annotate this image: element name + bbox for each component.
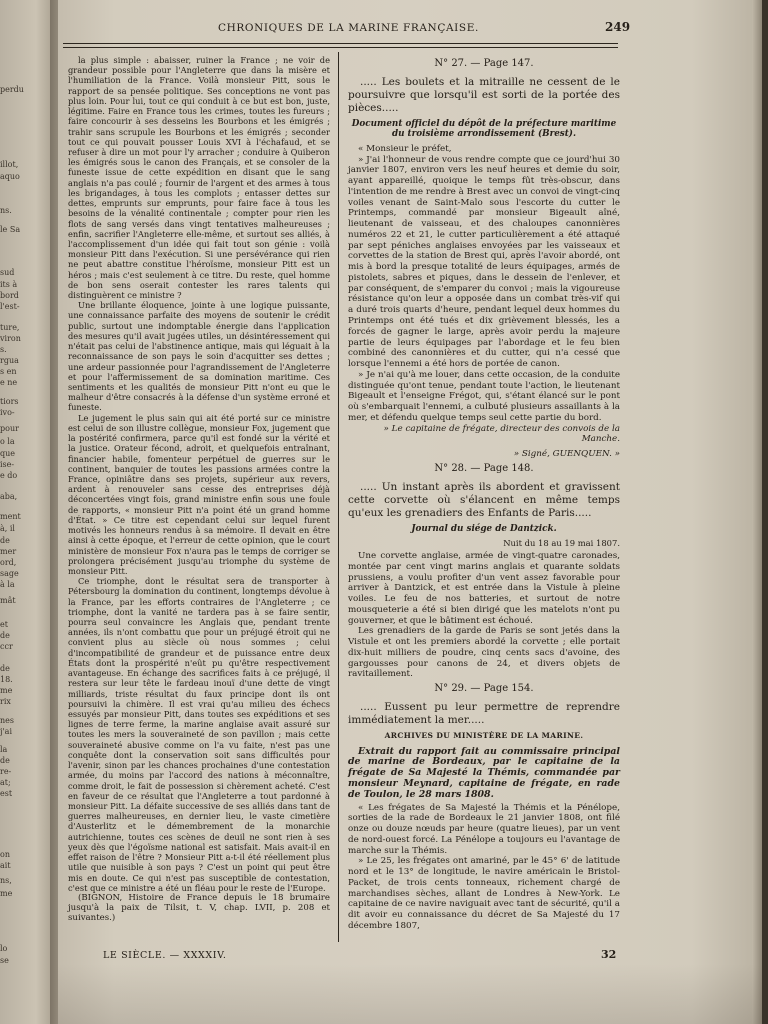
previous-page-text-fragment: que xyxy=(0,449,16,458)
note-heading-28: N° 28. — Page 148. xyxy=(434,462,534,474)
note-quote-29: ..... Eussent pu leur permettre de reprendre immédiatement la mer..... xyxy=(348,700,620,726)
previous-page-text-fragment: le Sa xyxy=(0,225,21,234)
previous-page-text-fragment: rix xyxy=(0,697,11,706)
previous-page-text-fragment: ns, xyxy=(0,876,12,885)
previous-page-text-fragment: at; xyxy=(0,778,11,787)
previous-page-text-fragment: sud xyxy=(0,268,15,277)
previous-page-text-fragment: e do xyxy=(0,471,18,480)
previous-page-text-fragment: sage xyxy=(0,569,19,578)
previous-page-text-fragment: illot, xyxy=(0,160,19,169)
journal-title: Journal du siége de Dantzick. xyxy=(411,523,557,534)
paragraph: Une brillante éloquence, jointe à une logique puissante, une connaissance parfaite des moyens de soutenir le crédit public, surtout une indomptable énergie dans l'application des mesures qu'il avait jugées utiles, un désintéressement qui n'était pas celui de l'abstinence antique, mais qui léguait à la reconnaissance de son pays le soin d'acquitter ses dettes ; une ardeur passionnée pour l'agrandissement de l'Angleterre et pour l'affermissement de sa domination maritime. Ces sentiments et les qualités de monsieur Pitt n'ont eu que le malheur d'être consacrés à la défense d'un système erroné et funeste. xyxy=(68,300,330,413)
running-head xyxy=(58,20,762,40)
previous-page-text-fragment: 18. xyxy=(0,675,13,684)
previous-page-text-fragment: et xyxy=(0,620,8,629)
previous-page-text-fragment: l'est- xyxy=(0,302,20,311)
column-divider xyxy=(338,52,339,942)
signature-title: » Le capitaine de frégate, directeur des convois de la Manche. xyxy=(383,423,620,445)
footer-sheet-number: 32 xyxy=(601,948,617,961)
previous-page-text-fragment: aquo xyxy=(0,172,20,181)
note-quote-28: ..... Un instant après ils abordent et gravissent cette corvette où s'élancent en même temps qu'eux les grenadiers des Enfants de Paris..... xyxy=(348,480,620,519)
previous-page-text-fragment: bord xyxy=(0,291,19,300)
previous-page-text-fragment: re- xyxy=(0,767,12,776)
archives-heading: ARCHIVES DU MINISTÈRE DE LA MARINE. xyxy=(384,730,584,740)
note-heading-29: N° 29. — Page 154. xyxy=(434,683,534,695)
previous-page-text-fragment: à la xyxy=(0,580,15,589)
page-number: 249 xyxy=(605,20,631,34)
page-edge xyxy=(752,0,762,1024)
signature: » Signé, GUENQUEN. » xyxy=(513,449,620,460)
paragraph: Une corvette anglaise, armée de vingt-quatre caronades, montée par cent vingt marins anglais et quarante soldats prussiens, a voulu profiter d'un vent assez favorable pour arriver à Dantzick, et est entrée dans la Vistule à pleine voiles. Le feu de nos batteries, et surtout de notre mousqueterie a été si bien dirigé que les matelots n'ont pu gouverner, et que le bâtiment est échoué. xyxy=(348,551,620,626)
page-shadow xyxy=(58,964,762,1024)
left-column xyxy=(68,55,330,924)
previous-page-text-fragment: de xyxy=(0,664,10,673)
previous-page-text-fragment: its à xyxy=(0,280,18,289)
note-quote-27: ..... Les boulets et la mitraille ne cessent de le poursuivre que lorsqu'il est sorti de la portée des pièces..... xyxy=(348,75,620,114)
previous-page-text-fragment: on xyxy=(0,850,10,859)
right-column xyxy=(348,55,620,932)
previous-page-text-fragment: est xyxy=(0,789,13,798)
paragraph: la plus simple : abaisser, ruiner la France ; ne voir de grandeur possible pour l'Angleterre que dans la misère et l'humiliation de la France. Voilà monsieur Pitt, sous le rapport de sa pensée politique. Ses conceptions ne vont pas plus loin. Pour lui, tout ce qui conduit à ce but est bon, juste, légitime. Faire en France tous les crimes, toutes les fureurs ; faire concourir à ses desseins les Bourbons et les émigrés ; trahir sans scrupule les Bourbons et les émigrés ; seconder tout ce qui pouvait pousser Louis XVI à l'échafaud, et se refuser à dire un mot pour l'y arracher ; conduire à Quiberon les émigrés sous le canon des Français, et se consoler de la funeste issue de cette expédition en disant que le sang anglais n'a pas coulé ; fournir de l'argent et des armes à tous les brigandages, à tous les complots ; entasser dettes sur dettes, emprunts sur emprunts, pour faire face à tous les besoins de la vénalité continentale ; compter pour rien les flots de sang versés dans vingt tentatives malheureuses ; enfin, sacrifier l'Angleterre elle-même, et surtout ses alliés, à l'accomplissement d'un idée qui fait tout son génie : voilà monsieur Pitt dans l'exécution. Si une persévérance qui rien ne peut abattre constitue l'héroïsme, monsieur Pitt est un héros ; mais c'est seulement à ce titre. Du reste, quel homme de bon sens oserait contester les rares talents qui distinguèrent ce ministre ? xyxy=(68,55,330,301)
running-title: CHRONIQUES DE LA MARINE FRANÇAISE. xyxy=(218,22,479,34)
previous-page-text-fragment: e ne xyxy=(0,378,18,387)
previous-page-text-fragment: ns. xyxy=(0,206,12,215)
previous-page-text-fragment: se xyxy=(0,956,9,965)
header-rule-thin xyxy=(63,47,618,48)
book-page xyxy=(58,0,762,1024)
previous-page-text-fragment: de xyxy=(0,756,10,765)
previous-page-text-fragment: tiors xyxy=(0,397,19,406)
paragraph: Le jugement le plus sain qui ait été porté sur ce ministre est celui de son illustre collègue, monsieur Fox, jugement que la postérité confirmera, parce qu'il est fondé sur la vérité et la justice. Orateur fécond, adroit, et quelquefois entraînant, financier habile, fomenteur perpétuel de guerres sur le continent, banquier de toutes les passions armées contre la France, opiniâtre dans ses projets, supérieur aux revers, ardent à renouveler sans cesse des entreprises déjà déconcertées vingt fois, grand ministre enfin sous une foule de rapports, « monsieur Pitt n'a point été un grand homme d'État. » Ce titre est cependant celui sur lequel furent motivés les honneurs rendus à sa mémoire. Il devait en être ainsi à cette époque, et l'erreur de cette opinion, que le court ministère de monsieur Fox n'aura pas le temps de corriger se prolongera précisément jusqu'au triomphe du système de monsieur Pitt. xyxy=(68,412,330,576)
citation: (BIGNON, Histoire de France depuis le 18 brumaire jusqu'à la paix de Tilsit, t. V, chap. LVII, p. 208 et suivantes.) xyxy=(68,892,330,924)
previous-page-text-fragment: me xyxy=(0,889,13,898)
previous-page-text-fragment: s. xyxy=(0,345,7,354)
previous-page-text-fragment: mer xyxy=(0,547,17,556)
salutation: « Monsieur le préfet, xyxy=(358,143,452,154)
previous-page-text-fragment: s en xyxy=(0,367,17,376)
previous-page-text-fragment: ture, xyxy=(0,323,20,332)
previous-page-text-fragment: aba, xyxy=(0,492,18,501)
previous-page-text-fragment: de xyxy=(0,536,10,545)
previous-page-text-fragment: viron xyxy=(0,334,21,343)
previous-page-text-fragment: à, il xyxy=(0,524,15,533)
paragraph: » J'ai l'honneur de vous rendre compte que ce jourd'hui 30 janvier 1807, environ vers les neuf heures et demie du soir, ayant appareillé, quoique le temps fût très-obscur, dans l'intention de me rendre à Brest avec un convoi de vingt-cinq voiles venant de Saint-Malo sous l'escorte du cutter le Printemps, commandé par monsieur Bigeault aîné, lieutenant de vaisseau, et des chaloupes canonnières numéros 22 et 21, le cutter particulièrement a été attaqué par sept péniches anglaises envoyées par les vaisseaux et corvettes de la station de Brest qui, après l'avoir abordé, ont mis à bord la presque totalité de leurs équipages, armés de pistolets, sabres et piques, dans le dessein de l'enlever, et par conséquent, de s'emparer du convoi ; mais la vigoureuse résistance qu'on leur a opposée dans un combat très-vif qui a duré trois quarts d'heure, pendant lequel deux hommes du Printemps ont été tués et dix grièvement blessés, les a forcés de gagner le large, après avoir perdu la majeure partie de leurs équipages par l'abordage et le feu bien combiné des canonnières et du cutter, qui n'a cessé que lorsque l'ennemi a été hors de portée de canon. xyxy=(348,154,620,370)
previous-page-text-fragment: ord, xyxy=(0,558,17,567)
previous-page-text-fragment: j'ai xyxy=(0,727,13,736)
paragraph: « Les frégates de Sa Majesté la Thémis et la Pénélope, sorties de la rade de Bordeaux le 21 janvier 1808, ont filé onze ou douze nœuds par heure (quatre lieues), par un vent de nord-ouest forcé. La Pénélope a toujours eu l'avantage de marche sur la Thémis. xyxy=(348,802,620,856)
extract-title: Extrait du rapport fait au commissaire principal de marine de Bordeaux, par le capitaine de la frégate de Sa Majesté la Thémis, commandée par monsieur Meynard, capitaine de frégate, en rade de Toulon, le 28 mars 1808. xyxy=(348,745,620,800)
previous-page-text-fragment: de xyxy=(0,631,10,640)
paragraph: Les grenadiers de la garde de Paris se sont jetés dans la Vistule et ont les premiers abordé la corvette ; elle portait dix-huit milliers de poudre, cinq cents sacs d'avoine, des gargousses pour canons de 24, et divers objets de ravitaillement. xyxy=(348,626,620,680)
previous-page-text-fragment: ise- xyxy=(0,460,15,469)
previous-page-text-fragment: ait xyxy=(0,861,11,870)
previous-page-text-fragment: la xyxy=(0,745,8,754)
journal-date: Nuit du 18 au 19 mai 1807. xyxy=(503,538,620,549)
previous-page-text-fragment: mât xyxy=(0,596,16,605)
paragraph: Ce triomphe, dont le résultat sera de transporter à Pétersbourg la domination du continent, longtemps dévolue à la France, par les efforts contraires de l'Angleterre ; ce triomphe, dont la vanité ne tardera pas à se faire sentir, pourra seul convaincre les Anglais que, pendant trente années, ils n'ont combattu que pour un préjugé étroit qui ne convient plus au siècle où nous sommes ; celui d'incompatibilité de grandeur et de puissance entre deux États dont la prospérité n'eût pu qu'être respectivement avantageuse. En échange des sacrifices faits à ce préjugé, il restera sur leur tête le fardeau inouï d'une dette de vingt milliards, triste résultat du faux principe dont ils ont poursuivi la chimère. Il est vrai qu'au milieu des échecs essuyés par monsieur Pitt, dans toutes ses expéditions et ses lignes de terre ferme, la marine anglaise avait assuré sur toutes les mers la souveraineté de son pavillon ; mais cette souveraineté abusive comme on l'a vu faite, n'est pas une conquête dont la conservation soit sans difficultés pour l'avenir, sinon par les chances prochaines d'une contestation armée, du moins par l'accord des nations à méconnaître, comme droit, le fait de possession si chèrement acheté. C'est en faveur de ce résultat que l'Angleterre a tout pardonné à monsieur Pitt. La défaite successive de ses alliés dans tant de guerres malheureuses, en dernier lieu, le vaste cimetière d'Austerlitz et le démembrement de la monarchie autrichienne, toutes ces scènes de deuil ne sont rien à ses yeux dès que l'égoïsme national est satisfait. Mais avait-il en effet raison de l'être ? Monsieur Pitt a-t-il été réellement plus utile que nuisible à son pays ? C'est un point qui peut être mis en doute. Ce qui n'est pas susceptible de contestation, c'est que ce ministre a été un fléau pour le reste de l'Europe. xyxy=(68,576,330,893)
previous-page-text-fragment: ccr xyxy=(0,642,13,651)
note-heading-27: N° 27. — Page 147. xyxy=(434,58,534,69)
previous-page-text-fragment: me xyxy=(0,686,13,695)
previous-page-text-fragment: lo xyxy=(0,944,8,953)
header-rule xyxy=(63,43,618,44)
previous-page-text-fragment: rgua xyxy=(0,356,19,365)
document-title: Document officiel du dépôt de la préfecture maritime du troisième arrondissement (Brest). xyxy=(351,118,617,140)
previous-page-text-fragment: pour xyxy=(0,424,19,433)
paragraph: » Le 25, les frégates ont amariné, par le 45° 6' de latitude nord et le 13° de longitude, le navire américain le Bristol-Packet, de trois cents tonneaux, richement chargé de marchandises sèches, allant de Londres à New-York. Le capitaine de ce navire naviguait avec tant de sécurité, qu'il a dit avoir eu connaissance du décret de Sa Majesté du 17 décembre 1807, xyxy=(348,856,620,931)
previous-page-text-fragment: nes xyxy=(0,716,14,725)
footer-signature: LE SIÈCLE. — XXXXIV. xyxy=(103,950,227,961)
previous-page-text-fragment: perdu xyxy=(0,85,24,94)
previous-page-text-fragment: ment xyxy=(0,512,21,521)
previous-page-text-fragment: ivo- xyxy=(0,408,15,417)
previous-page-text-fragment: o la xyxy=(0,437,15,446)
paragraph: » Je n'ai qu'à me louer, dans cette occasion, de la conduite distinguée qu'ont tenue, pendant toute l'action, le lieutenant Bigeault et l'enseigne Frégot, qui, s'étant élancé sur le pont où s'embarquait l'ennemi, a culbuté plusieurs assaillants à la mer, et défendu quelque temps seul cette partie du bord. xyxy=(348,369,620,423)
